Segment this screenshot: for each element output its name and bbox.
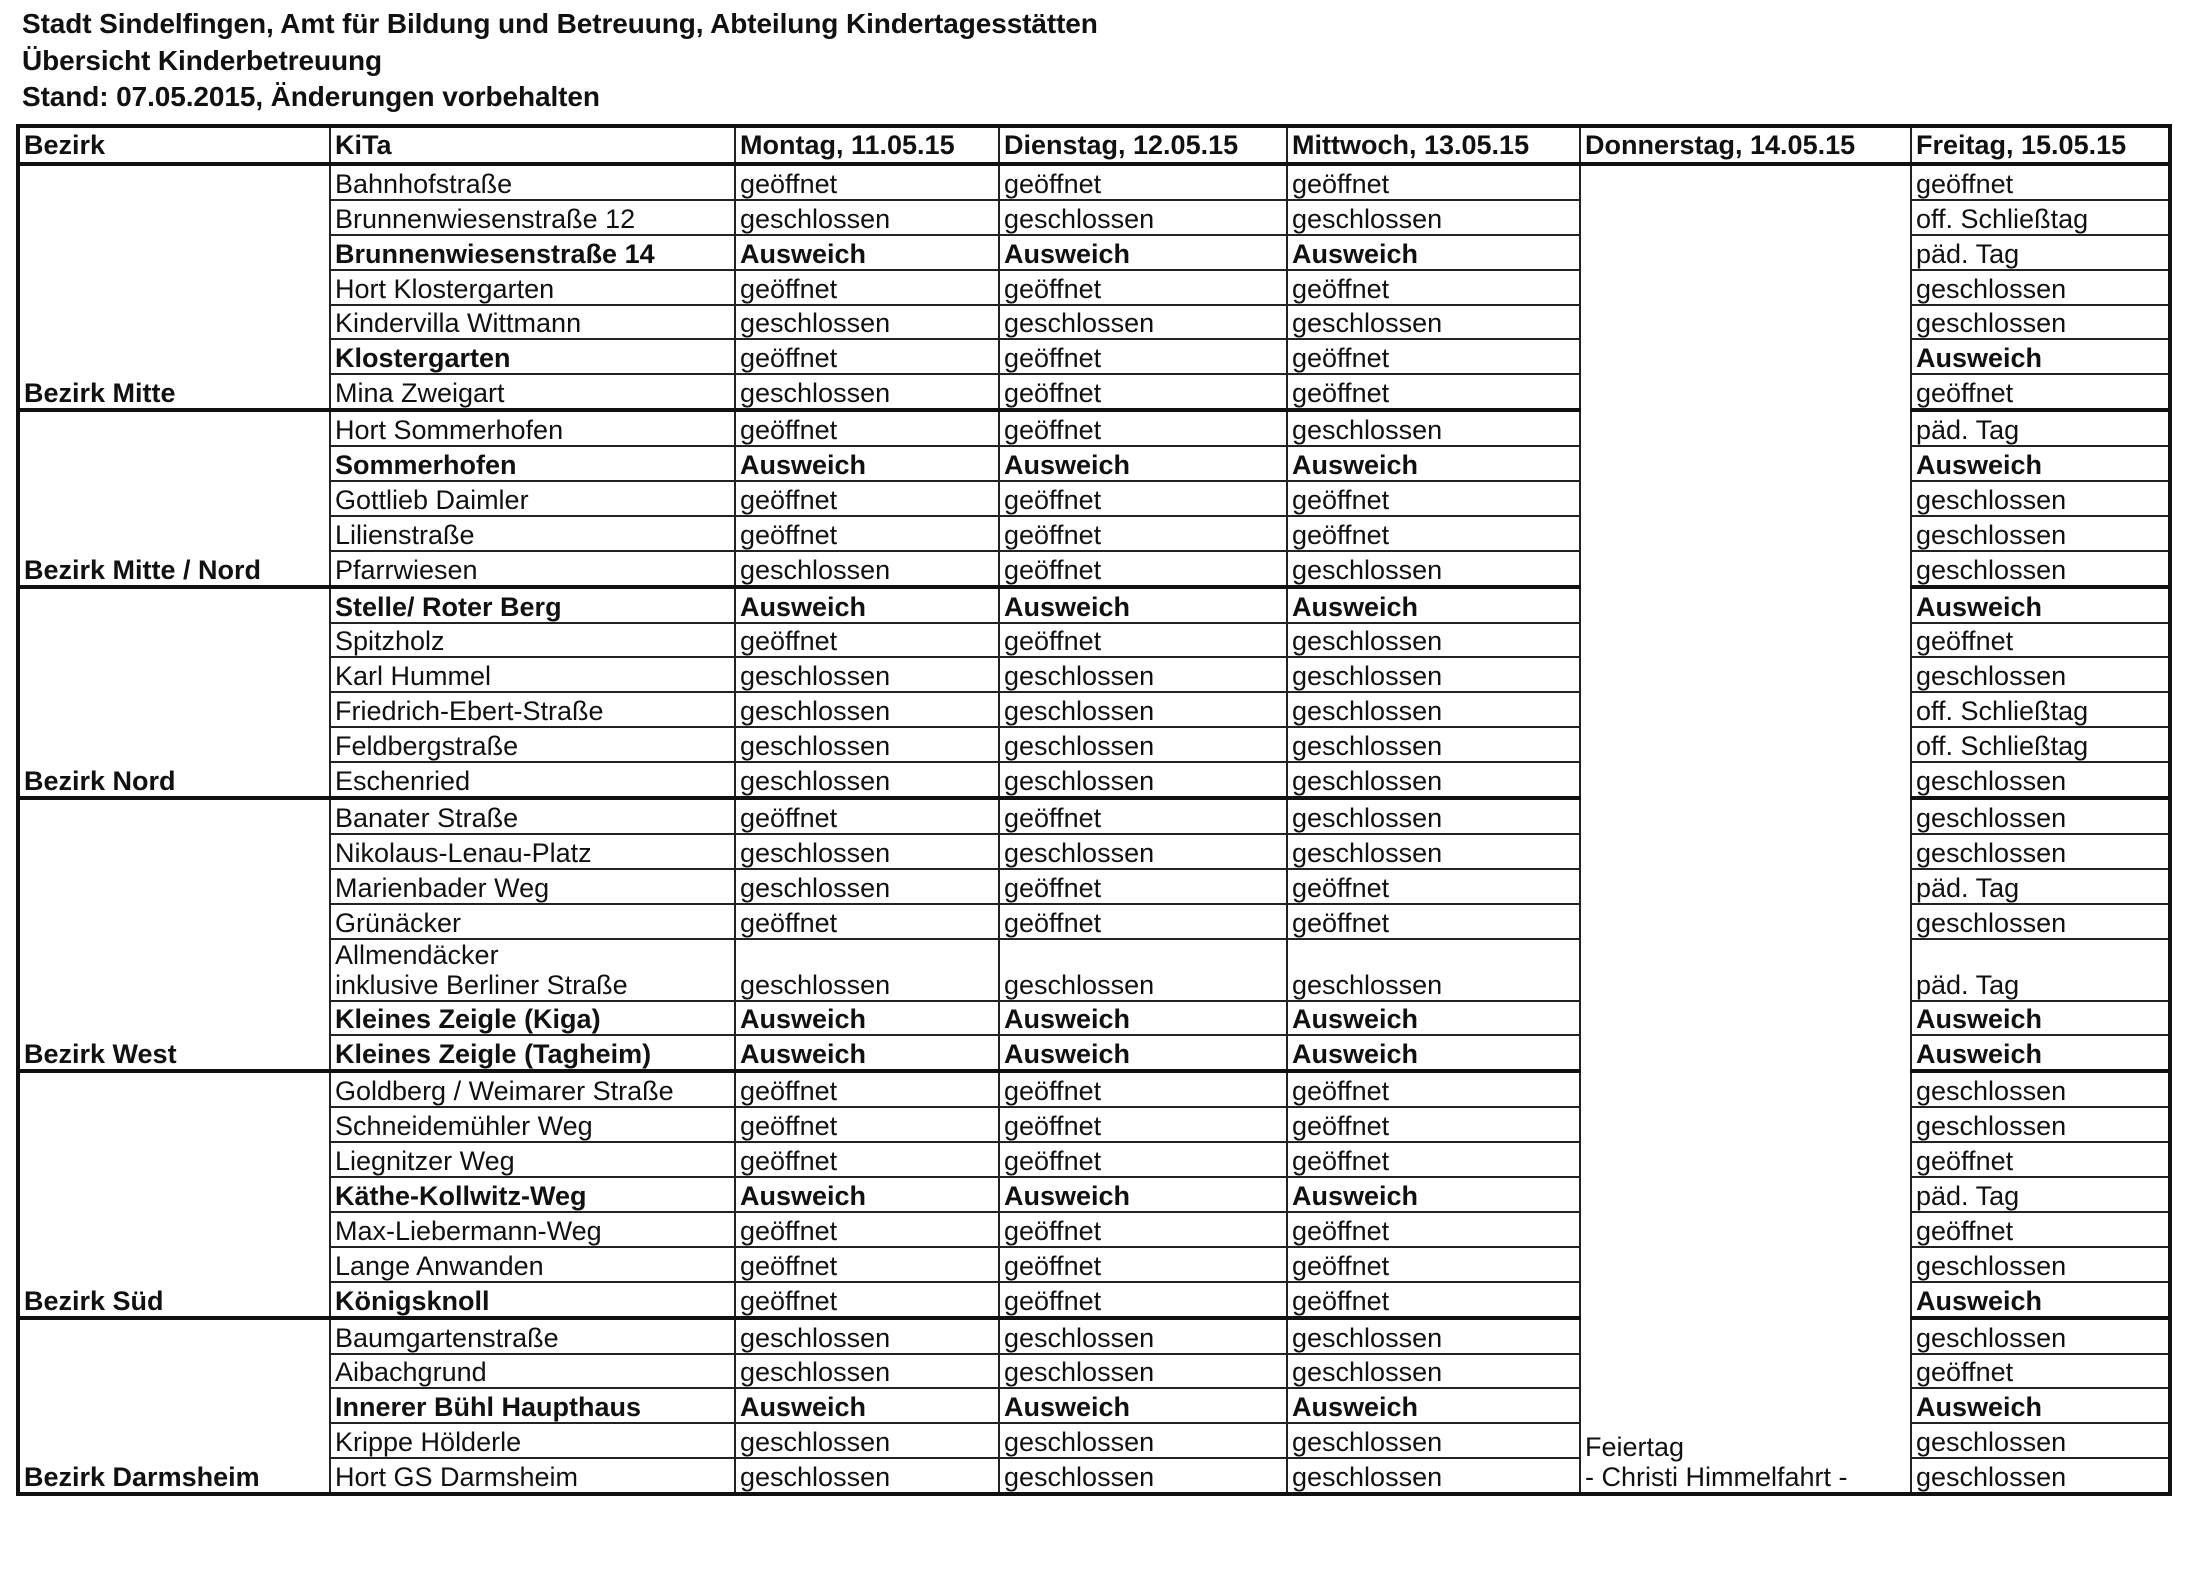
status-cell-mi: geöffnet [1287, 1247, 1580, 1282]
kita-name-cell: Lange Anwanden [330, 1247, 735, 1282]
status-cell-fr: off. Schließtag [1911, 727, 2170, 762]
status-cell-mi: geöffnet [1287, 339, 1580, 374]
status-cell-fr: geschlossen [1911, 1458, 2170, 1494]
kita-name-cell: Sommerhofen [330, 446, 735, 481]
status-cell-mi: geschlossen [1287, 657, 1580, 692]
status-cell-mi: geöffnet [1287, 516, 1580, 551]
status-cell-mi: Ausweich [1287, 1001, 1580, 1036]
status-cell-mo: geschlossen [735, 692, 999, 727]
status-cell-fr: geschlossen [1911, 516, 2170, 551]
status-cell-fr: geschlossen [1911, 305, 2170, 340]
status-cell-fr: off. Schließtag [1911, 692, 2170, 727]
status-cell-fr: päd. Tag [1911, 939, 2170, 1001]
heading-status-date: Stand: 07.05.2015, Änderungen vorbehalten [22, 81, 600, 112]
status-cell-mo: geöffnet [735, 1142, 999, 1177]
status-cell-mo: geöffnet [735, 1071, 999, 1107]
kita-name-cell: Stelle/ Roter Berg [330, 587, 735, 623]
status-cell-di: Ausweich [999, 235, 1287, 270]
kita-name-cell: Feldbergstraße [330, 727, 735, 762]
status-cell-mi: Ausweich [1287, 1035, 1580, 1071]
status-cell-di: Ausweich [999, 1177, 1287, 1212]
kita-name-cell: Klostergarten [330, 339, 735, 374]
status-cell-mi: geöffnet [1287, 481, 1580, 516]
kita-name-cell: Brunnenwiesenstraße 14 [330, 235, 735, 270]
status-cell-mo: geöffnet [735, 904, 999, 939]
document-heading [22, 6, 1098, 116]
kita-name-cell: Eschenried [330, 762, 735, 798]
status-cell-mo: geschlossen [735, 834, 999, 869]
status-cell-mo: geöffnet [735, 410, 999, 446]
district-cell: Bezirk Mitte / Nord [18, 410, 330, 586]
kita-name-cell: Karl Hummel [330, 657, 735, 692]
status-cell-di: geöffnet [999, 410, 1287, 446]
column-header-friday: Freitag, 15.05.15 [1911, 126, 2170, 164]
column-header-wednesday: Mittwoch, 13.05.15 [1287, 126, 1580, 164]
status-cell-fr: geschlossen [1911, 834, 2170, 869]
kita-name-cell: Schneidemühler Weg [330, 1107, 735, 1142]
kita-name-cell: Nikolaus-Lenau-Platz [330, 834, 735, 869]
status-cell-di: geöffnet [999, 869, 1287, 904]
status-cell-di: geschlossen [999, 762, 1287, 798]
status-cell-mi: geschlossen [1287, 551, 1580, 587]
childcare-schedule-table [16, 124, 2172, 1496]
status-cell-di: geschlossen [999, 1354, 1287, 1389]
status-cell-fr: geöffnet [1911, 1142, 2170, 1177]
status-cell-mo: geschlossen [735, 200, 999, 235]
status-cell-mi: geschlossen [1287, 692, 1580, 727]
status-cell-di: geschlossen [999, 1423, 1287, 1458]
status-cell-fr: geschlossen [1911, 1423, 2170, 1458]
status-cell-mi: geschlossen [1287, 939, 1580, 1001]
status-cell-di: geschlossen [999, 834, 1287, 869]
heading-title: Übersicht Kinderbetreuung [22, 44, 382, 76]
status-cell-mi: geschlossen [1287, 305, 1580, 340]
status-cell-fr: Ausweich [1911, 1282, 2170, 1318]
status-cell-mi: geschlossen [1287, 623, 1580, 658]
kita-name-cell: Käthe-Kollwitz-Weg [330, 1177, 735, 1212]
holiday-label: Feiertag [1585, 1432, 1685, 1463]
status-cell-mo: Ausweich [735, 587, 999, 623]
status-cell-di: Ausweich [999, 1388, 1287, 1423]
kita-name-cell [330, 939, 735, 1001]
status-cell-fr: geschlossen [1911, 798, 2170, 834]
holiday-name: - Christi Himmelfahrt - [1585, 1462, 1848, 1493]
status-cell-mo: geschlossen [735, 1423, 999, 1458]
status-cell-mo: Ausweich [735, 235, 999, 270]
district-cell: Bezirk Mitte [18, 164, 330, 410]
status-cell-fr: geöffnet [1911, 623, 2170, 658]
status-cell-fr: Ausweich [1911, 339, 2170, 374]
status-cell-mi: geöffnet [1287, 270, 1580, 305]
status-cell-di: geschlossen [999, 692, 1287, 727]
status-cell-fr: geöffnet [1911, 1354, 2170, 1389]
status-cell-mo: Ausweich [735, 1001, 999, 1036]
status-cell-mi: Ausweich [1287, 587, 1580, 623]
status-cell-di: geöffnet [999, 798, 1287, 834]
status-cell-mo: geschlossen [735, 305, 999, 340]
status-cell-mi: Ausweich [1287, 446, 1580, 481]
kita-name-cell: Mina Zweigart [330, 374, 735, 410]
status-cell-mi: geöffnet [1287, 904, 1580, 939]
status-cell-fr: päd. Tag [1911, 235, 2170, 270]
status-cell-fr: geschlossen [1911, 1247, 2170, 1282]
holiday-cell [1580, 164, 1911, 1494]
status-cell-fr: geöffnet [1911, 164, 2170, 200]
status-cell-fr: geschlossen [1911, 1107, 2170, 1142]
status-cell-mi: geöffnet [1287, 374, 1580, 410]
kita-name-cell: Pfarrwiesen [330, 551, 735, 587]
district-cell: Bezirk West [18, 798, 330, 1071]
district-cell: Bezirk Süd [18, 1071, 330, 1317]
status-cell-di: geöffnet [999, 1107, 1287, 1142]
status-cell-mi: geöffnet [1287, 1282, 1580, 1318]
status-cell-fr: geschlossen [1911, 481, 2170, 516]
status-cell-fr: Ausweich [1911, 446, 2170, 481]
status-cell-fr: geschlossen [1911, 762, 2170, 798]
status-cell-di: geschlossen [999, 727, 1287, 762]
column-header-monday: Montag, 11.05.15 [735, 126, 999, 164]
status-cell-mo: geschlossen [735, 869, 999, 904]
status-cell-mo: geöffnet [735, 1282, 999, 1318]
status-cell-mo: geschlossen [735, 374, 999, 410]
status-cell-mo: geschlossen [735, 551, 999, 587]
kita-name-cell: Lilienstraße [330, 516, 735, 551]
status-cell-fr: geschlossen [1911, 657, 2170, 692]
status-cell-mo: Ausweich [735, 446, 999, 481]
kita-name-cell: Königsknoll [330, 1282, 735, 1318]
status-cell-mo: geöffnet [735, 270, 999, 305]
kita-name-cell: Hort GS Darmsheim [330, 1458, 735, 1494]
status-cell-mo: geschlossen [735, 1318, 999, 1354]
status-cell-mi: geöffnet [1287, 1212, 1580, 1247]
kita-name-cell: Baumgartenstraße [330, 1318, 735, 1354]
kita-name-cell: Hort Klostergarten [330, 270, 735, 305]
status-cell-mi: Ausweich [1287, 235, 1580, 270]
kita-name-cell: Bahnhofstraße [330, 164, 735, 200]
status-cell-mo: geöffnet [735, 798, 999, 834]
status-cell-mi: geöffnet [1287, 164, 1580, 200]
heading-department: Stadt Sindelfingen, Amt für Bildung und Betreuung, Abteilung Kindertagesstätten [22, 8, 1098, 39]
status-cell-di: geöffnet [999, 904, 1287, 939]
kita-name-cell: Grünäcker [330, 904, 735, 939]
status-cell-di: geschlossen [999, 1458, 1287, 1494]
status-cell-mi: geschlossen [1287, 798, 1580, 834]
kita-name-cell: Goldberg / Weimarer Straße [330, 1071, 735, 1107]
status-cell-mo: geschlossen [735, 939, 999, 1001]
status-cell-di: Ausweich [999, 1001, 1287, 1036]
status-cell-fr: Ausweich [1911, 1035, 2170, 1071]
status-cell-mi: geöffnet [1287, 869, 1580, 904]
kita-name-cell: Kindervilla Wittmann [330, 305, 735, 340]
kita-name-cell: Max-Liebermann-Weg [330, 1212, 735, 1247]
status-cell-mo: geöffnet [735, 1212, 999, 1247]
status-cell-fr: geschlossen [1911, 270, 2170, 305]
status-cell-mi: geöffnet [1287, 1142, 1580, 1177]
kita-name-cell: Brunnenwiesenstraße 12 [330, 200, 735, 235]
status-cell-di: geöffnet [999, 623, 1287, 658]
status-cell-mi: geschlossen [1287, 410, 1580, 446]
table-body [18, 164, 2170, 1494]
status-cell-fr: off. Schließtag [1911, 200, 2170, 235]
status-cell-di: geöffnet [999, 374, 1287, 410]
kita-name-cell: Hort Sommerhofen [330, 410, 735, 446]
status-cell-mi: geöffnet [1287, 1071, 1580, 1107]
status-cell-di: geöffnet [999, 164, 1287, 200]
status-cell-mo: geöffnet [735, 516, 999, 551]
status-cell-mi: geschlossen [1287, 727, 1580, 762]
kita-name-cell: Marienbader Weg [330, 869, 735, 904]
status-cell-di: geöffnet [999, 1282, 1287, 1318]
status-cell-fr: geschlossen [1911, 1318, 2170, 1354]
status-cell-di: geöffnet [999, 1212, 1287, 1247]
status-cell-di: Ausweich [999, 446, 1287, 481]
kita-name-cell: Spitzholz [330, 623, 735, 658]
status-cell-mo: geöffnet [735, 481, 999, 516]
status-cell-di: geöffnet [999, 1071, 1287, 1107]
kita-name-line2: inklusive Berliner Straße [335, 969, 628, 1000]
status-cell-fr: päd. Tag [1911, 1177, 2170, 1212]
status-cell-di: geöffnet [999, 481, 1287, 516]
column-header-bezirk: Bezirk [18, 126, 330, 164]
kita-name-cell: Banater Straße [330, 798, 735, 834]
column-header-kita: KiTa [330, 126, 735, 164]
status-cell-mi: geschlossen [1287, 1354, 1580, 1389]
status-cell-mo: geöffnet [735, 339, 999, 374]
status-cell-fr: geöffnet [1911, 1212, 2170, 1247]
status-cell-mi: geschlossen [1287, 762, 1580, 798]
status-cell-mi: geschlossen [1287, 1318, 1580, 1354]
status-cell-mo: geschlossen [735, 762, 999, 798]
status-cell-di: geschlossen [999, 939, 1287, 1001]
status-cell-mi: geschlossen [1287, 1458, 1580, 1494]
status-cell-fr: päd. Tag [1911, 410, 2170, 446]
column-header-thursday: Donnerstag, 14.05.15 [1580, 126, 1911, 164]
kita-name-cell: Friedrich-Ebert-Straße [330, 692, 735, 727]
status-cell-di: geschlossen [999, 1318, 1287, 1354]
status-cell-mi: geschlossen [1287, 834, 1580, 869]
status-cell-mo: Ausweich [735, 1035, 999, 1071]
status-cell-fr: päd. Tag [1911, 869, 2170, 904]
status-cell-di: geöffnet [999, 1247, 1287, 1282]
status-cell-mi: geschlossen [1287, 200, 1580, 235]
status-cell-fr: geschlossen [1911, 551, 2170, 587]
kita-name-cell: Liegnitzer Weg [330, 1142, 735, 1177]
status-cell-fr: geschlossen [1911, 904, 2170, 939]
status-cell-fr: Ausweich [1911, 587, 2170, 623]
kita-name-line1: Allmendäcker [335, 939, 499, 970]
kita-name-cell: Innerer Bühl Haupthaus [330, 1388, 735, 1423]
status-cell-di: geöffnet [999, 339, 1287, 374]
status-cell-mo: geöffnet [735, 1247, 999, 1282]
status-cell-di: geöffnet [999, 270, 1287, 305]
status-cell-di: geschlossen [999, 200, 1287, 235]
status-cell-mi: Ausweich [1287, 1177, 1580, 1212]
table-header-row [18, 126, 2170, 164]
status-cell-di: Ausweich [999, 587, 1287, 623]
column-header-tuesday: Dienstag, 12.05.15 [999, 126, 1287, 164]
status-cell-mi: geschlossen [1287, 1423, 1580, 1458]
kita-name-cell: Kleines Zeigle (Tagheim) [330, 1035, 735, 1071]
status-cell-fr: Ausweich [1911, 1388, 2170, 1423]
kita-name-cell: Kleines Zeigle (Kiga) [330, 1001, 735, 1036]
status-cell-di: geöffnet [999, 1142, 1287, 1177]
kita-name-cell: Krippe Hölderle [330, 1423, 735, 1458]
kita-name-cell: Gottlieb Daimler [330, 481, 735, 516]
status-cell-mo: geschlossen [735, 657, 999, 692]
district-cell: Bezirk Nord [18, 587, 330, 798]
status-cell-fr: geöffnet [1911, 374, 2170, 410]
status-cell-mi: geöffnet [1287, 1107, 1580, 1142]
status-cell-di: geöffnet [999, 516, 1287, 551]
status-cell-mo: geöffnet [735, 1107, 999, 1142]
status-cell-mo: Ausweich [735, 1177, 999, 1212]
status-cell-mo: geschlossen [735, 727, 999, 762]
status-cell-mo: geöffnet [735, 623, 999, 658]
status-cell-mi: Ausweich [1287, 1388, 1580, 1423]
status-cell-di: geschlossen [999, 657, 1287, 692]
kita-name-cell: Aibachgrund [330, 1354, 735, 1389]
status-cell-mo: geschlossen [735, 1458, 999, 1494]
status-cell-mo: geschlossen [735, 1354, 999, 1389]
table-row [18, 164, 2170, 200]
status-cell-fr: Ausweich [1911, 1001, 2170, 1036]
status-cell-di: Ausweich [999, 1035, 1287, 1071]
district-cell: Bezirk Darmsheim [18, 1318, 330, 1494]
status-cell-mo: geöffnet [735, 164, 999, 200]
status-cell-di: geschlossen [999, 305, 1287, 340]
status-cell-fr: geschlossen [1911, 1071, 2170, 1107]
status-cell-mo: Ausweich [735, 1388, 999, 1423]
status-cell-di: geöffnet [999, 551, 1287, 587]
